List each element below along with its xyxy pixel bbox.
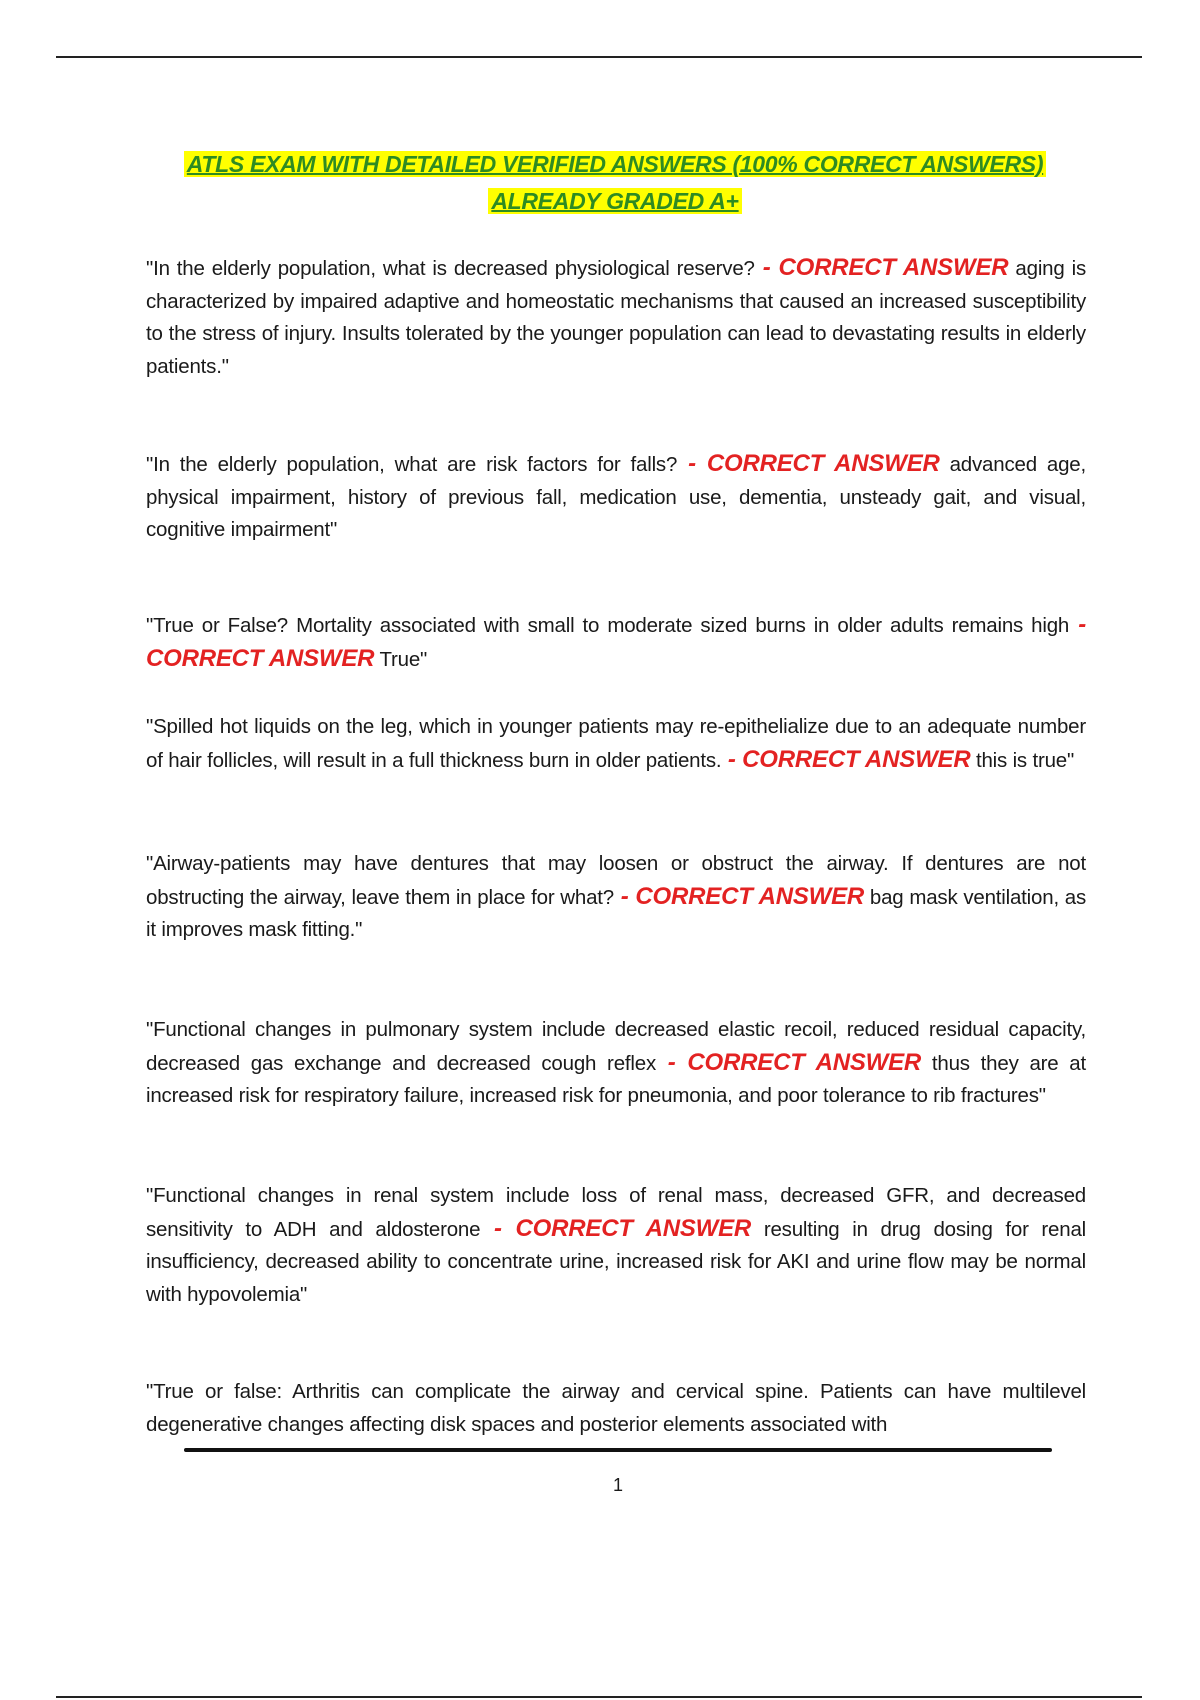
answer-text: this is true" (975, 748, 1075, 772)
question-text: "Spilled hot liquids on the leg, which in younger patients may re-epithelialize due to an adequate number of hair follicles, will result in a full thickness burn in older patients. (146, 715, 1086, 772)
footer-rule (184, 1448, 1052, 1452)
separator: - (754, 254, 779, 281)
qa-item-4 (146, 711, 1086, 777)
document-title (150, 146, 1080, 220)
qa-item-6 (146, 1014, 1086, 1113)
answer-text: bag mask ventilation, as it improves mask fitting." (146, 885, 1087, 941)
answer-text: advanced age, physical impairment, history of previous fall, medication use, dementia, unsteady gait, and visual, cognitive impairment" (146, 453, 1086, 541)
page-number: 1 (612, 1475, 623, 1495)
top-rule (56, 56, 1142, 58)
qa-item-1 (146, 252, 1086, 383)
question-text: "True or False? Mortality associated with small to moderate sized burns in older adults remains high (146, 614, 1070, 637)
correct-answer-label: CORRECT ANSWER (687, 1048, 922, 1076)
question-text: "In the elderly population, what are risk factors for falls? (146, 453, 678, 476)
separator: - (721, 745, 743, 773)
correct-answer-label: CORRECT ANSWER (706, 450, 940, 477)
trailing-question: "True or false: Arthritis can complicate the airway and cervical spine. Patients can have multilevel degenerative changes affecting disk spaces and posterior elements associated with (146, 1380, 1086, 1436)
question-text: "In the elderly population, what is decreased physiological reserve? (146, 257, 755, 280)
question-text: "Airway-patients may have dentures that may loosen or obstruct the airway. If dentures are not obstructing the airway, leave them in place for what? (146, 852, 1086, 909)
title-line-2: ALREADY GRADED A+ (488, 188, 741, 214)
question-text: "Functional changes in renal system include loss of renal mass, decreased GFR, and decreased sensitivity to ADH and aldosterone (146, 1184, 1086, 1241)
separator: - (677, 450, 707, 477)
separator: - (480, 1214, 516, 1242)
bottom-rule (56, 1696, 1142, 1698)
correct-answer-label: CORRECT ANSWER (778, 254, 1009, 281)
correct-answer-label: CORRECT ANSWER (635, 882, 865, 910)
correct-answer-label: CORRECT ANSWER (742, 745, 971, 773)
qa-item-3 (146, 609, 1086, 676)
qa-item-7 (146, 1180, 1086, 1311)
answer-text: True" (379, 647, 428, 671)
correct-answer-label: CORRECT ANSWER (146, 644, 375, 672)
correct-answer-label: CORRECT ANSWER (515, 1214, 752, 1242)
answer-text: resulting in drug dosing for renal insufficiency, decreased ability to concentrate urine, increased risk for AKI and urine flow may be normal with hypovolemia" (146, 1217, 1087, 1306)
separator: - (1069, 611, 1086, 638)
qa-item-2 (146, 448, 1086, 547)
separator: - (656, 1048, 688, 1076)
answer-text: aging is characterized by impaired adaptive and homeostatic mechanisms that caused an increased susceptibility to the stress of injury. Insults tolerated by the younger population can lead to devastating results in elderly patients." (146, 257, 1087, 378)
qa-item-5 (146, 848, 1086, 947)
question-text: "Functional changes in pulmonary system include decreased elastic recoil, reduced residual capacity, decreased gas exchange and decreased cough reflex (146, 1018, 1086, 1075)
title-line-1: ATLS EXAM WITH DETAILED VERIFIED ANSWERS (100% CORRECT ANSWERS) (184, 151, 1046, 177)
separator: - (614, 882, 636, 910)
answer-text: thus they are at increased risk for respiratory failure, increased risk for pneumonia, and poor tolerance to rib fractures" (146, 1051, 1087, 1107)
